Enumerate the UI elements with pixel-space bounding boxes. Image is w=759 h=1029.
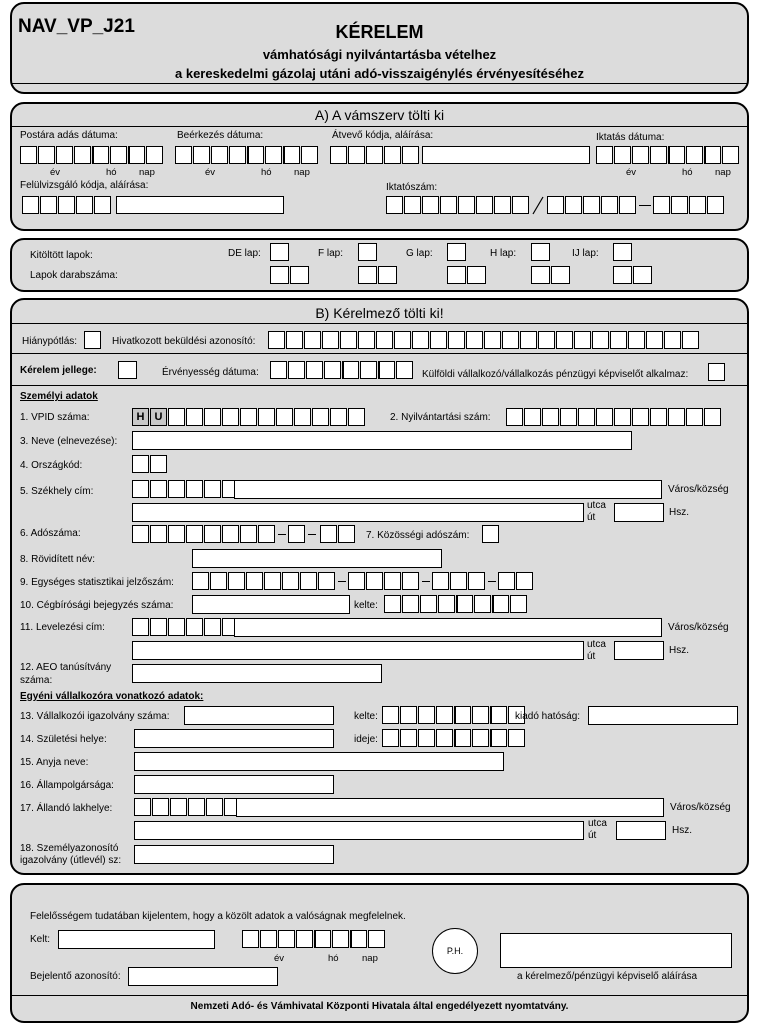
iktatoszam-boxes-3[interactable] <box>653 196 725 214</box>
section-a-divider <box>12 126 747 127</box>
g-lap-label: G lap: <box>406 248 433 259</box>
cegbirosagi-date-boxes[interactable] <box>384 595 528 613</box>
szekhely-hsz-label: Hsz. <box>669 507 689 518</box>
footer-divider <box>12 995 747 996</box>
form-subtitle-1: vámhatósági nyilvántartásba vételhez <box>262 47 497 62</box>
allando-hsz-label: Hsz. <box>672 825 692 836</box>
cegbirosagi-kelte-label: kelte: <box>354 600 378 611</box>
statisztikai-dash-2 <box>422 581 430 582</box>
szuletesi-ideje-label: ideje: <box>354 734 378 745</box>
allando-label: 17. Állandó lakhelye: <box>20 803 113 814</box>
vpid-prefix-h: H <box>132 408 149 426</box>
ph-stamp-circle: P.H. <box>432 928 478 974</box>
aeo-label-1: 12. AEO tanúsítvány <box>20 662 112 673</box>
adoszama-boxes-1[interactable] <box>132 525 276 543</box>
atvevo-code-boxes[interactable] <box>330 146 420 164</box>
orszagkod-boxes[interactable] <box>132 455 168 473</box>
levelezesi-hsz-label: Hsz. <box>669 645 689 656</box>
beerkezes-month: hó <box>261 167 272 178</box>
declaration-text: Felelősségem tudatában kijelentem, hogy a közölt adatok a valóságnak megfelelnek. <box>30 911 406 922</box>
kiado-label: kiadó hatóság: <box>515 711 581 722</box>
szekhely-street-field[interactable] <box>132 503 584 522</box>
kelt-label: Kelt: <box>30 934 51 945</box>
cegbirosagi-label: 10. Cégbírósági bejegyzés száma: <box>20 600 174 611</box>
vallalkozoi-kelte-label: kelte: <box>354 711 378 722</box>
kulfoldi-label: Külföldi vállalkozó/vállalkozás pénzügyi képviselőt alkalmaz: <box>422 369 689 380</box>
levelezesi-label: 11. Levelezési cím: <box>20 622 105 633</box>
adoszama-dash-2 <box>308 534 316 535</box>
hivatkozott-boxes[interactable] <box>268 331 700 349</box>
statisztikai-boxes-4[interactable] <box>498 572 534 590</box>
iktatas-day: nap <box>715 167 731 178</box>
vallalkozoi-date-boxes[interactable] <box>382 706 526 724</box>
ervenyesseg-boxes[interactable] <box>270 361 414 379</box>
szekhely-hsz-field[interactable] <box>614 503 664 522</box>
g-lap-box[interactable] <box>447 243 467 261</box>
vpid-boxes[interactable] <box>132 408 366 426</box>
ij-lap-label: IJ lap: <box>572 248 599 259</box>
rovid-field[interactable] <box>192 549 442 568</box>
iktatas-date-boxes[interactable] <box>596 146 740 164</box>
vpid-prefix-u: U <box>150 408 167 426</box>
szekhely-utca-label: utca <box>587 500 606 511</box>
f-lap-label: F lap: <box>318 248 344 259</box>
kulfoldi-box[interactable] <box>708 363 726 381</box>
allando-hsz-field[interactable] <box>616 821 666 840</box>
allando-street-field[interactable] <box>134 821 584 840</box>
cegbirosagi-field[interactable] <box>192 595 350 614</box>
vallalkozoi-label: 13. Vállalkozói igazolvány száma: <box>20 711 170 722</box>
postara-month: hó <box>106 167 117 178</box>
form-title: KÉRELEM <box>335 22 424 42</box>
beerkezes-label: Beérkezés dátuma: <box>177 130 264 141</box>
beerkezes-date-boxes[interactable] <box>175 146 319 164</box>
section-b-divider-2 <box>12 353 747 354</box>
szekhely-label: 5. Székhely cím: <box>20 486 94 497</box>
jellege-label: Kérelem jellege: <box>20 365 97 376</box>
section-b-divider-1 <box>12 323 747 324</box>
iktatas-year: év <box>626 167 637 178</box>
statisztikai-boxes-1[interactable] <box>192 572 336 590</box>
bejelento-field[interactable] <box>128 967 278 986</box>
statisztikai-boxes-2[interactable] <box>348 572 420 590</box>
de-lap-box[interactable] <box>270 243 290 261</box>
bejelento-label: Bejelentő azonosító: <box>30 971 121 982</box>
szekhely-city-label: Város/község <box>668 484 729 495</box>
signature-field[interactable] <box>500 933 732 968</box>
f-lap-box[interactable] <box>358 243 378 261</box>
levelezesi-ut-label: út <box>587 651 596 662</box>
szekhely-zip-boxes[interactable] <box>132 480 240 498</box>
szuletesi-field[interactable] <box>134 729 334 748</box>
szemelyazonosito-label-2: igazolvány (útlevél) sz: <box>20 855 122 866</box>
neve-label: 3. Neve (elnevezése): <box>20 436 118 447</box>
vallalkozoi-field[interactable] <box>184 706 334 725</box>
adoszama-label: 6. Adószáma: <box>20 528 81 539</box>
kozossegi-box[interactable] <box>482 525 500 543</box>
kelt-month: hó <box>328 953 339 964</box>
adoszama-boxes-2[interactable] <box>288 525 306 543</box>
h-lap-box[interactable] <box>531 243 551 261</box>
footer-panel <box>10 883 749 1023</box>
allando-zip-boxes[interactable] <box>134 798 242 816</box>
kelt-year: év <box>274 953 285 964</box>
slash-icon <box>531 196 545 215</box>
beerkezes-year: év <box>205 167 216 178</box>
levelezesi-utca-label: utca <box>587 639 606 650</box>
szekhely-city-field[interactable] <box>234 480 662 499</box>
header-divider <box>12 83 747 84</box>
iktatoszam-label: Iktatószám: <box>386 182 438 193</box>
statisztikai-label: 9. Egységes statisztikai jelzőszám: <box>20 577 174 588</box>
kelt-field[interactable] <box>58 930 215 949</box>
section-a-panel <box>10 102 749 231</box>
kozossegi-label: 7. Közösségi adószám: <box>366 530 470 541</box>
levelezesi-street-field[interactable] <box>132 641 584 660</box>
levelezesi-hsz-field[interactable] <box>614 641 664 660</box>
kelt-date-boxes[interactable] <box>242 930 386 948</box>
nyilvantartasi-boxes[interactable] <box>506 408 722 426</box>
form-code: NAV_VP_J21 <box>18 16 135 37</box>
form-subtitle-2: a kereskedelmi gázolaj utáni adó-visszaigénylés érvényesítéséhez <box>175 66 584 81</box>
section-b-title: B) Kérelmező tölti ki! <box>315 305 444 321</box>
kiado-field[interactable] <box>588 706 738 725</box>
ervenyesseg-label: Érvényesség dátuma: <box>162 367 259 378</box>
aeo-label-2: száma: <box>20 675 53 686</box>
rovid-label: 8. Rövidített név: <box>20 554 96 565</box>
adoszama-dash-1 <box>278 534 286 535</box>
iktatas-month: hó <box>682 167 693 178</box>
de-lap-label: DE lap: <box>228 248 261 259</box>
allando-city-field[interactable] <box>236 798 664 817</box>
statisztikai-dash-1 <box>338 581 346 582</box>
section-a-title: A) A vámszerv tölti ki <box>314 107 445 123</box>
statisztikai-dash-3 <box>488 581 496 582</box>
neve-field[interactable] <box>132 431 632 450</box>
de-lap-count-boxes[interactable] <box>270 266 310 284</box>
section-b-divider-3 <box>12 385 747 386</box>
orszagkod-label: 4. Országkód: <box>20 460 83 471</box>
kelt-day: nap <box>362 953 378 964</box>
adoszama-boxes-3[interactable] <box>320 525 356 543</box>
egyeni-heading: Egyéni vállalkozóra vonatkozó adatok: <box>20 691 204 702</box>
postara-day: nap <box>139 167 155 178</box>
signature-label: a kérelmező/pénzügyi képviselő aláírása <box>517 971 698 982</box>
allando-utca-label: utca <box>588 818 607 829</box>
vpid-label: 1. VPID száma: <box>20 412 90 423</box>
felulvizsgalo-code-boxes[interactable] <box>22 196 112 214</box>
iktatoszam-dash <box>639 205 651 206</box>
kitoltott-label: Kitöltött lapok: <box>30 250 93 261</box>
postara-year: év <box>50 167 61 178</box>
szekhely-ut-label: út <box>587 512 596 523</box>
szuletesi-label: 14. Születési helye: <box>20 734 107 745</box>
allampolgarsag-field[interactable] <box>134 775 334 794</box>
anyja-field[interactable] <box>134 752 504 771</box>
header-panel <box>10 2 749 94</box>
iktatas-label: Iktatás dátuma: <box>596 132 665 143</box>
allando-city-label: Város/község <box>670 802 731 813</box>
nyilvantartasi-label: 2. Nyilvántartási szám: <box>390 412 491 423</box>
szuletesi-date-boxes[interactable] <box>382 729 526 747</box>
anyja-label: 15. Anyja neve: <box>20 757 89 768</box>
felulvizsgalo-signature-field[interactable] <box>116 196 284 214</box>
h-lap-count-boxes[interactable] <box>531 266 571 284</box>
statisztikai-boxes-3[interactable] <box>432 572 486 590</box>
darabszam-label: Lapok darabszáma: <box>30 270 118 281</box>
ij-lap-count-boxes[interactable] <box>613 266 653 284</box>
beerkezes-day: nap <box>294 167 310 178</box>
allampolgarsag-label: 16. Állampolgársága: <box>20 780 114 791</box>
felulvizsgalo-label: Felülvizsgáló kódja, aláírása: <box>20 180 149 191</box>
aeo-field[interactable] <box>132 664 382 683</box>
hianypotlas-label: Hiánypótlás: <box>22 336 78 347</box>
authority-text: Nemzeti Adó- és Vámhivatal Központi Hivatala által engedélyezett nyomtatvány. <box>190 1001 569 1012</box>
atvevo-signature-field[interactable] <box>422 146 590 164</box>
hianypotlas-box[interactable] <box>84 331 102 349</box>
h-lap-label: H lap: <box>490 248 517 259</box>
ij-lap-box[interactable] <box>613 243 633 261</box>
szemelyazonosito-field[interactable] <box>134 845 334 864</box>
iktatoszam-boxes-1[interactable] <box>386 196 530 214</box>
f-lap-count-boxes[interactable] <box>358 266 398 284</box>
levelezesi-city-field[interactable] <box>234 618 662 637</box>
section-b-panel <box>10 298 749 875</box>
sheets-panel <box>10 238 749 292</box>
szemelyi-adatok-heading: Személyi adatok <box>20 391 98 402</box>
hivatkozott-label: Hivatkozott beküldési azonosító: <box>112 336 256 347</box>
iktatoszam-boxes-2[interactable] <box>547 196 637 214</box>
g-lap-count-boxes[interactable] <box>447 266 487 284</box>
postara-date-boxes[interactable] <box>20 146 164 164</box>
postara-label: Postára adás dátuma: <box>20 130 118 141</box>
levelezesi-zip-boxes[interactable] <box>132 618 240 636</box>
jellege-box[interactable] <box>118 361 138 379</box>
allando-ut-label: út <box>588 830 597 841</box>
atvevo-label: Átvevő kódja, aláírása: <box>332 130 434 141</box>
szemelyazonosito-label-1: 18. Személyazonosító <box>20 843 119 854</box>
levelezesi-city-label: Város/község <box>668 622 729 633</box>
